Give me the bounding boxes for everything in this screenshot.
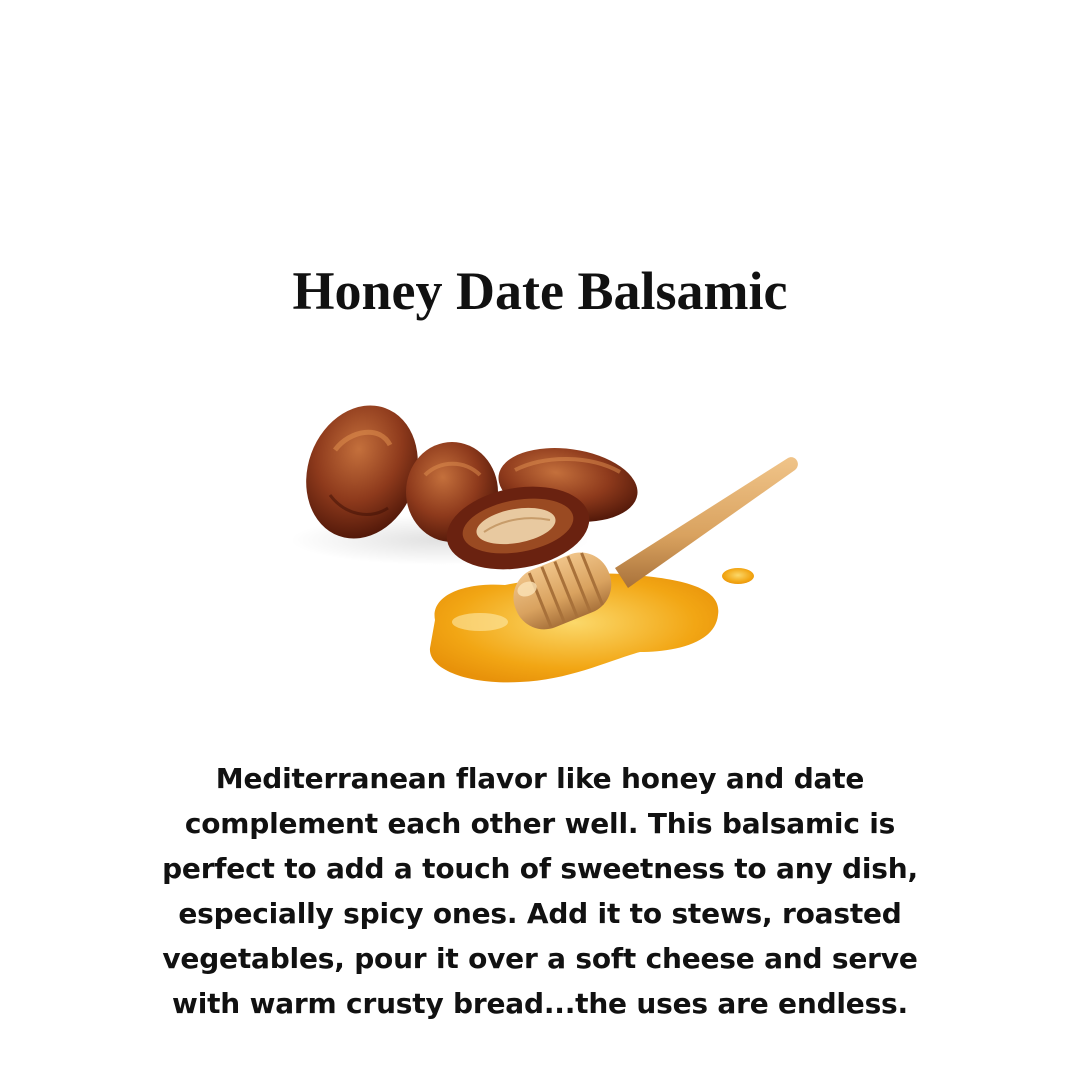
dates-and-honey-dipper-icon: [290, 390, 830, 710]
product-title: Honey Date Balsamic: [292, 261, 788, 321]
product-description: Mediterranean flavor like honey and date complement each other well. This balsamic is perfect to add a touch of sweetness to any dish, especially spicy ones. Add it to stews, roasted vegetables, pour it over a soft cheese and serve with warm crusty bread...the uses are endless.: [162, 762, 918, 1020]
